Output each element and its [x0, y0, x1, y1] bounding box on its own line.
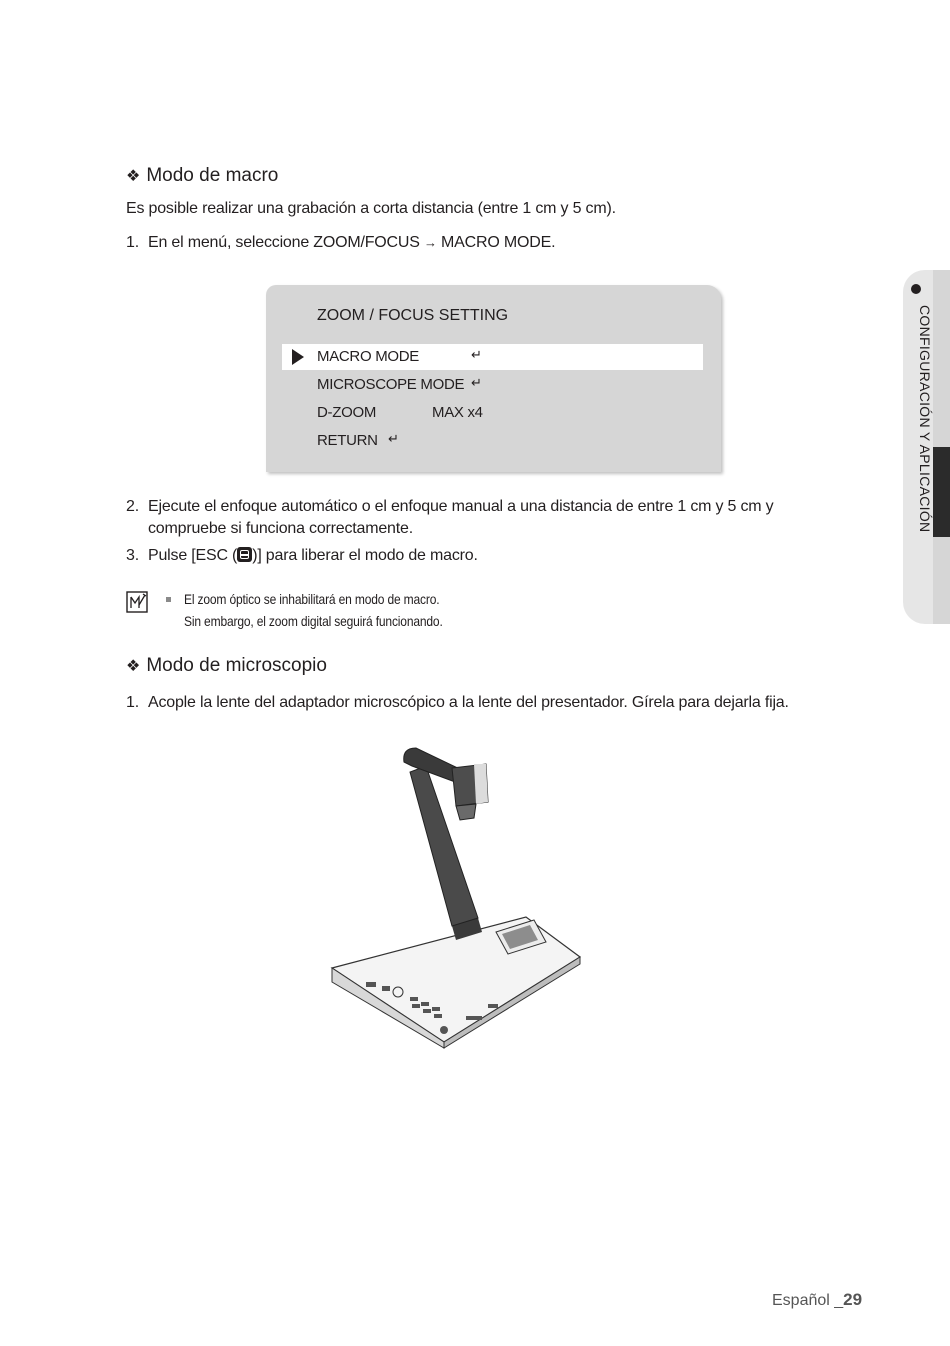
- enter-icon: ↵: [471, 375, 482, 390]
- macro-step-1: 1. En el menú, seleccione ZOOM/FOCUS → MACRO MODE.: [126, 234, 556, 251]
- macro-intro: Es posible realizar una grabación a corta distancia (entre 1 cm y 5 cm).: [126, 200, 616, 217]
- selection-arrow-icon: [292, 349, 304, 365]
- side-tab-bullet: [911, 284, 921, 294]
- visual-presenter-illustration: [326, 742, 588, 1052]
- note-line-1: El zoom óptico se inhabilitará en modo de macro.: [184, 591, 440, 607]
- diamond-bullet-icon: ❖: [126, 168, 141, 185]
- diamond-bullet-icon: ❖: [126, 658, 141, 675]
- footer-language: Español _: [772, 1292, 844, 1309]
- esc-key-icon: [237, 547, 252, 562]
- microscope-step-1: 1. Acople la lente del adaptador microscópico a la lente del presentador. Gírela para dejarla fija.: [126, 694, 789, 711]
- note-icon: [126, 591, 148, 613]
- menu-title: ZOOM / FOCUS SETTING: [317, 307, 509, 324]
- page-number: 29: [843, 1290, 863, 1309]
- menu-item-microscope-mode[interactable]: MICROSCOPE MODE: [317, 376, 465, 393]
- menu-item-macro-mode[interactable]: MACRO MODE: [317, 348, 420, 365]
- microscope-heading: ❖ Modo de microscopio: [126, 655, 327, 676]
- macro-heading: ❖ Modo de macro: [126, 165, 279, 186]
- note-bullet: [166, 597, 171, 602]
- macro-step-2-cont: compruebe si funciona correctamente.: [148, 520, 413, 537]
- zoom-focus-menu: [266, 285, 721, 472]
- enter-icon: ↵: [388, 431, 399, 446]
- macro-step-2: 2. Ejecute el enfoque automático o el enfoque manual a una distancia de entre 1 cm y 5 cm y: [126, 498, 774, 515]
- side-tab-marker: [933, 447, 950, 537]
- enter-icon: ↵: [471, 347, 482, 362]
- d-zoom-value: MAX x4: [432, 404, 483, 421]
- menu-item-d-zoom[interactable]: D-ZOOM: [317, 404, 377, 421]
- side-tab-label: CONFIGURACIÓN Y APLICACIÓN: [917, 305, 933, 533]
- note-line-2: Sin embargo, el zoom digital seguirá funcionando.: [184, 613, 443, 629]
- macro-step-3: 3. Pulse [ESC ( )] para liberar el modo de macro.: [126, 547, 478, 564]
- page-footer: [772, 1290, 862, 1310]
- menu-item-return[interactable]: RETURN: [317, 432, 378, 449]
